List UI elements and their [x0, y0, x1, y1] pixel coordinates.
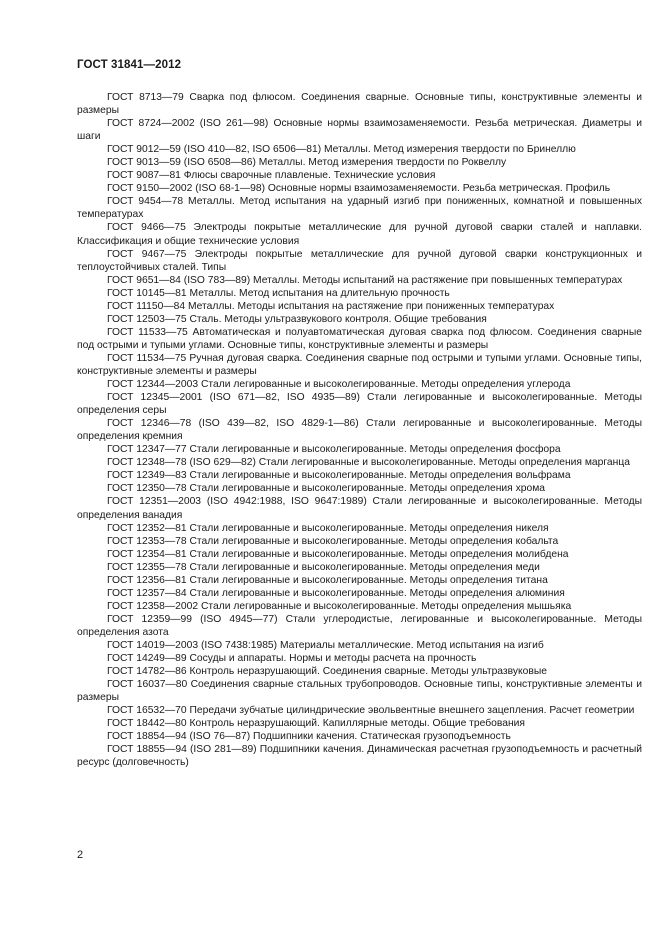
reference-item: ГОСТ 11534—75 Ручная дуговая сварка. Соединения сварные под острыми и тупыми углами. Основные типы, конструктивные элементы и размеры — [77, 352, 642, 377]
reference-item: ГОСТ 12352—81 Стали легированные и высоколегированные. Методы определения никеля — [107, 522, 549, 534]
reference-item: ГОСТ 18854—94 (ISO 76—87) Подшипники качения. Статическая грузоподъемность — [107, 731, 511, 743]
reference-item: ГОСТ 18442—80 Контроль неразрушающий. Капиллярные методы. Общие требования — [107, 718, 525, 730]
reference-item: ГОСТ 11150—84 Металлы. Методы испытания на растяжение при пониженных температурах — [107, 300, 555, 312]
reference-item: ГОСТ 9466—75 Электроды покрытые металлические для ручной дуговой сварки сталей и наплавки. Классификация и общие технические условия — [77, 222, 642, 247]
reference-item: ГОСТ 12359—99 (ISO 4945—77) Стали углеродистые, легированные и высоколегированные. Методы определения азота — [77, 613, 642, 638]
reference-item: ГОСТ 9651—84 (ISO 783—89) Металлы. Методы испытаний на растяжение при повышенных температурах — [107, 274, 623, 286]
reference-item: ГОСТ 9454—78 Металлы. Метод испытания на ударный изгиб при пониженных, комнатной и повышенных температурах — [77, 196, 642, 221]
page-number: 2 — [77, 849, 84, 861]
reference-item: ГОСТ 12345—2001 (ISO 671—82, ISO 4935—89) Стали легированные и высоколегированные. Методы определения серы — [77, 392, 642, 417]
reference-item: ГОСТ 10145—81 Металлы. Метод испытания на длительную прочность — [107, 287, 450, 299]
reference-item: ГОСТ 12356—81 Стали легированные и высоколегированные. Методы определения титана — [107, 574, 548, 586]
reference-item: ГОСТ 12503—75 Сталь. Методы ультразвукового контроля. Общие требования — [107, 313, 487, 325]
reference-item: ГОСТ 16037—80 Соединения сварные стальных трубопроводов. Основные типы, конструктивные элементы и размеры — [77, 679, 642, 704]
reference-item: ГОСТ 8724—2002 (ISO 261—98) Основные нормы взаимозаменяемости. Резьба метрическая. Диаметры и шаги — [77, 118, 642, 143]
reference-item: ГОСТ 12353—78 Стали легированные и высоколегированные. Методы определения кобальта — [107, 535, 559, 547]
reference-item: ГОСТ 12354—81 Стали легированные и высоколегированные. Методы определения молибдена — [107, 548, 569, 560]
reference-item: ГОСТ 16532—70 Передачи зубчатые цилиндрические эвольвентные внешнего зацепления. Расчет геометрии — [107, 705, 635, 717]
reference-item: ГОСТ 8713—79 Сварка под флюсом. Соединения сварные. Основные типы, конструктивные элементы и размеры — [77, 92, 642, 117]
reference-item: ГОСТ 9013—59 (ISO 6508—86) Металлы. Метод измерения твердости по Роквеллу — [107, 157, 507, 169]
reference-item: ГОСТ 9087—81 Флюсы сварочные плавленые. Технические условия — [107, 170, 436, 182]
reference-item: ГОСТ 12349—83 Стали легированные и высоколегированные. Методы определения вольфрама — [107, 470, 571, 482]
reference-item: ГОСТ 14249—89 Сосуды и аппараты. Нормы и методы расчета на прочность — [107, 653, 477, 665]
reference-item: ГОСТ 14019—2003 (ISO 7438:1985) Материалы металлические. Метод испытания на изгиб — [107, 639, 544, 651]
reference-item: ГОСТ 12350—78 Стали легированные и высоколегированные. Методы определения хрома — [107, 483, 545, 495]
reference-item: ГОСТ 12344—2003 Стали легированные и высоколегированные. Методы определения углерода — [107, 379, 571, 391]
reference-item: ГОСТ 12347—77 Стали легированные и высоколегированные. Методы определения фосфора — [107, 444, 561, 456]
reference-item: ГОСТ 9012—59 (ISO 410—82, ISO 6506—81) Металлы. Метод измерения твердости по Бринеллю — [107, 144, 576, 156]
reference-item: ГОСТ 12355—78 Стали легированные и высоколегированные. Методы определения меди — [107, 561, 540, 573]
reference-item: ГОСТ 12346—78 (ISO 439—82, ISO 4829-1—86) Стали легированные и высоколегированные. Методы определения кремния — [77, 418, 642, 443]
document-header: ГОСТ 31841—2012 — [77, 59, 182, 71]
reference-item: ГОСТ 9150—2002 (ISO 68-1—98) Основные нормы взаимозаменяемости. Резьба метрическая. Профиль — [107, 183, 611, 195]
reference-item: ГОСТ 12348—78 (ISO 629—82) Стали легированные и высоколегированные. Методы определения марганца — [107, 457, 630, 469]
reference-item: ГОСТ 14782—86 Контроль неразрушающий. Соединения сварные. Методы ультразвуковые — [107, 666, 547, 678]
normative-references-list — [77, 91, 642, 769]
reference-item: ГОСТ 18855—94 (ISO 281—89) Подшипники качения. Динамическая расчетная грузоподъемность и расчетный ресурс (долговечность) — [77, 744, 642, 769]
reference-item: ГОСТ 12358—2002 Стали легированные и высоколегированные. Методы определения мышьяка — [107, 600, 572, 612]
reference-item: ГОСТ 12351—2003 (ISO 4942:1988, ISO 9647:1989) Стали легированные и высоколегированные. Методы определения ванадия — [77, 496, 642, 521]
reference-item: ГОСТ 12357—84 Стали легированные и высоколегированные. Методы определения алюминия — [107, 587, 565, 599]
reference-item: ГОСТ 9467—75 Электроды покрытые металлические для ручной дуговой сварки конструкционных и теплоустойчивых сталей. Типы — [77, 248, 642, 273]
reference-item: ГОСТ 11533—75 Автоматическая и полуавтоматическая дуговая сварка под флюсом. Соединения сварные под острыми и тупыми углами. Основные типы, конструктивные элементы и размеры — [77, 326, 642, 351]
